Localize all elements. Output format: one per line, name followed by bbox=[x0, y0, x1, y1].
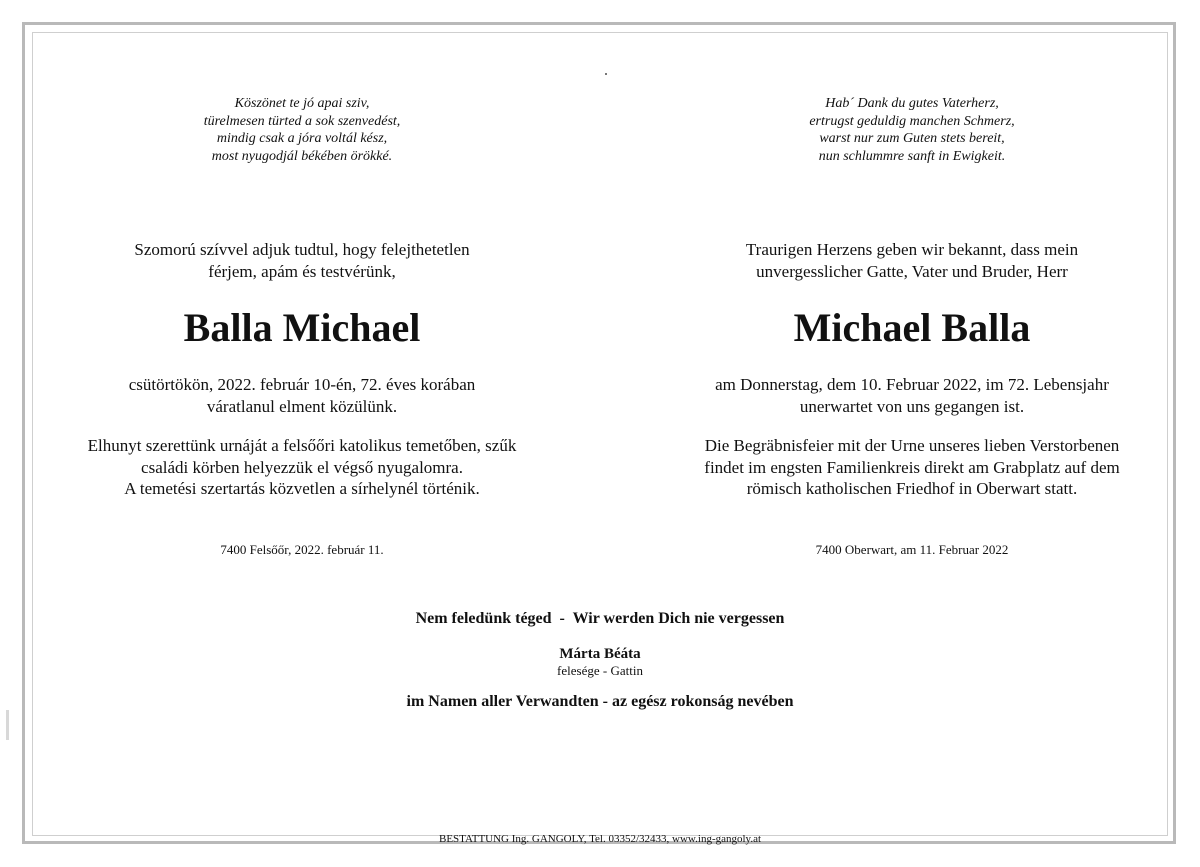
intro-line: férjem, apám és testvérünk, bbox=[208, 261, 396, 281]
date-line: am Donnerstag, dem 10. Februar 2022, im 72. Lebensjahr bbox=[715, 375, 1109, 394]
german-intro bbox=[662, 239, 1162, 282]
burial-line: römisch katholischen Friedhof in Oberwart statt. bbox=[746, 479, 1078, 498]
poem-line: mindig csak a jóra voltál kész, bbox=[216, 131, 388, 146]
signer-name: Márta Béáta bbox=[559, 646, 641, 662]
burial-line: Elhunyt szerettünk urnáját a felsőőri katolikus temetőben, szűk bbox=[87, 436, 517, 455]
poem-line: türelmesen türted a sok szenvedést, bbox=[203, 113, 401, 129]
burial-line: családi körben helyezzük el végső nyugalomra. bbox=[141, 457, 463, 477]
hungarian-poem bbox=[52, 95, 552, 165]
poem-line: ertrugst geduldig manchen Schmerz, bbox=[809, 113, 1015, 129]
german-column bbox=[662, 95, 1162, 558]
poem-line: Hab´ Dank du gutes Vaterherz, bbox=[825, 96, 999, 111]
intro-line: Traurigen Herzens geben wir bekannt, dass mein bbox=[745, 240, 1079, 259]
poem-line: nun schlummre sanft in Ewigkeit. bbox=[818, 148, 1006, 164]
undertaker-footer: BESTATTUNG Ing. GANGOLY, Tel. 03352/32433, www.ing-gangoly.at bbox=[438, 833, 762, 845]
hungarian-burial-info bbox=[52, 435, 552, 500]
hungarian-intro bbox=[52, 239, 552, 282]
date-line: csütörtökön, 2022. február 10-én, 72. éves korában bbox=[128, 375, 476, 394]
date-line: unerwartet von uns gegangen ist. bbox=[799, 396, 1025, 416]
poem-line: warst nur zum Guten stets bereit, bbox=[819, 131, 1005, 146]
burial-line: Die Begräbnisfeier mit der Urne unseres lieben Verstorbenen bbox=[704, 436, 1120, 455]
hungarian-column bbox=[52, 95, 552, 558]
margin-mark bbox=[6, 710, 9, 740]
deceased-name-german: Michael Balla bbox=[793, 305, 1031, 350]
poem-line: most nyugodjál békében örökké. bbox=[211, 148, 393, 164]
family-line: im Namen aller Verwandten - az egész rokonság nevében bbox=[406, 693, 794, 710]
poem-line: Köszönet te jó apai sziv, bbox=[234, 96, 370, 111]
date-line: váratlanul elment közülünk. bbox=[206, 396, 398, 416]
signer-relation: felesége - Gattin bbox=[557, 663, 643, 678]
center-mark bbox=[605, 73, 607, 75]
german-burial-info bbox=[662, 435, 1162, 500]
closing-block bbox=[300, 608, 900, 713]
intro-line: unvergesslicher Gatte, Vater und Bruder, Herr bbox=[756, 261, 1068, 281]
deceased-name-hungarian: Balla Michael bbox=[183, 305, 421, 350]
german-place-date: 7400 Oberwart, am 11. Februar 2022 bbox=[815, 541, 1009, 557]
motto: Nem feledünk téged - Wir werden Dich nie vergessen bbox=[415, 610, 785, 627]
german-date-of-death bbox=[662, 374, 1162, 417]
intro-line: Szomorú szívvel adjuk tudtul, hogy felejthetetlen bbox=[134, 240, 470, 259]
hungarian-date-of-death bbox=[52, 374, 552, 417]
hungarian-place-date: 7400 Felsőőr, 2022. február 11. bbox=[220, 541, 384, 557]
burial-line: A temetési szertartás közvetlen a sírhelynél történik. bbox=[124, 479, 480, 498]
burial-line: findet im engsten Familienkreis direkt am Grabplatz auf dem bbox=[704, 457, 1120, 477]
german-poem bbox=[662, 95, 1162, 165]
